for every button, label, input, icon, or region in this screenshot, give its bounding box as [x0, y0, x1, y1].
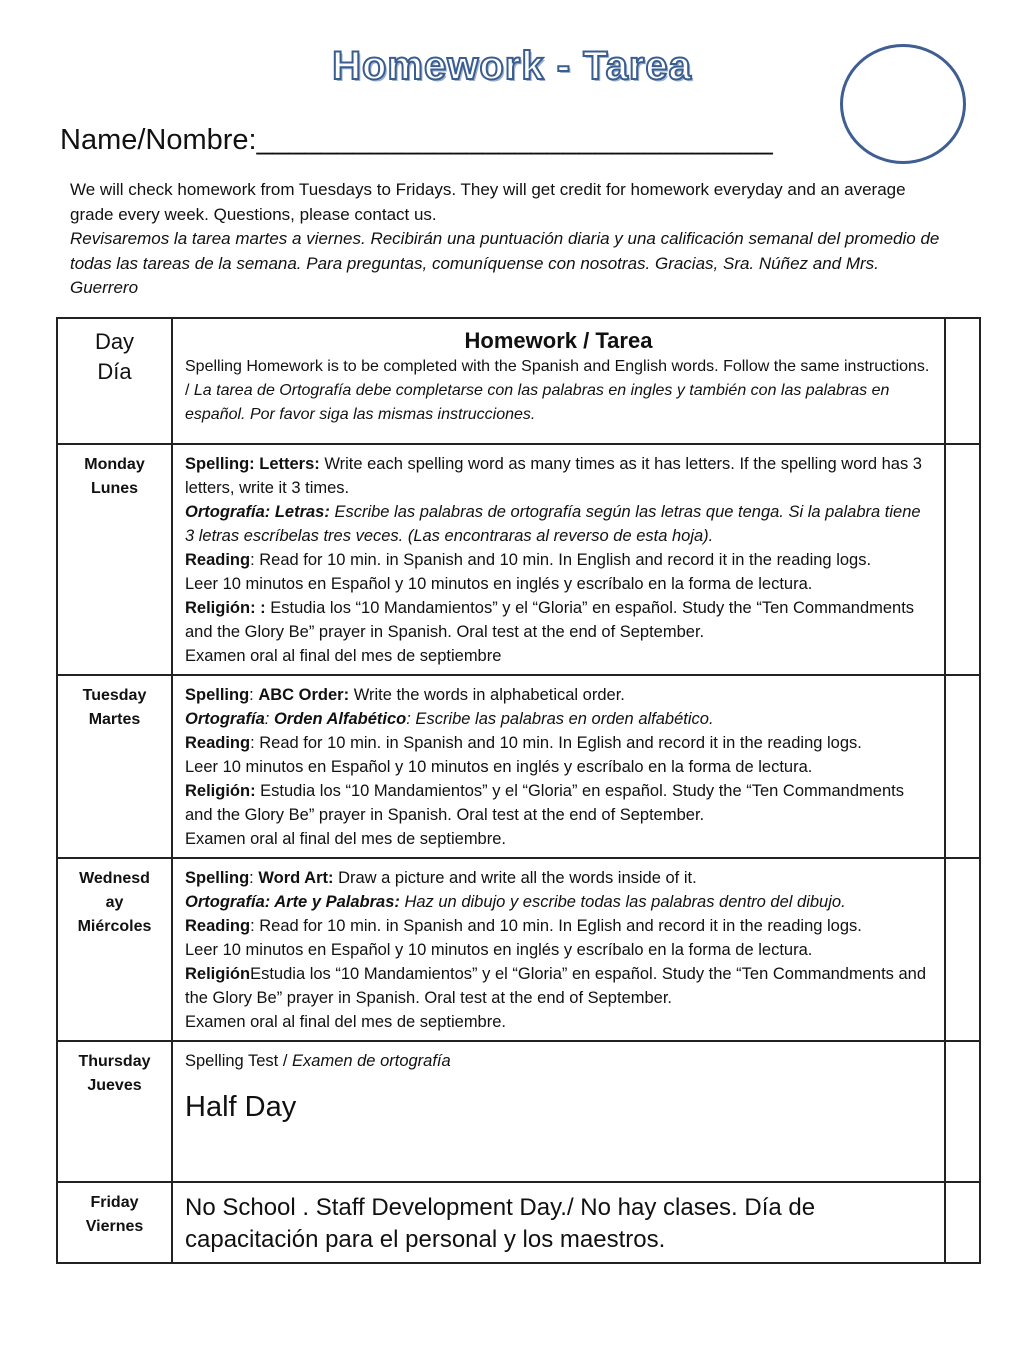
spelling-label: Spelling: [185, 686, 250, 704]
day-en: Friday: [90, 1194, 139, 1211]
day-es: Jueves: [87, 1077, 142, 1094]
grade-circle: [840, 44, 966, 164]
day-en-part2: ay: [105, 894, 124, 911]
spelling-sublabel: Word Art:: [258, 869, 334, 887]
check-cell[interactable]: [945, 444, 980, 675]
religion-line: [185, 962, 932, 1010]
check-cell[interactable]: [945, 675, 980, 858]
check-cell[interactable]: [945, 318, 980, 444]
homework-cell-wednesday: [172, 858, 945, 1041]
reading-text: : Read for 10 min. in Spanish and 10 min. In English and record it in the reading logs.: [250, 551, 872, 569]
table-row-friday: [57, 1182, 980, 1263]
leer-line: Leer 10 minutos en Español y 10 minutos en inglés y escríbalo en la forma de lectura.: [185, 575, 813, 593]
test-es: Examen de ortografía: [292, 1052, 451, 1070]
ortografia-text: Haz un dibujo y escribe todas las palabras dentro del dibujo.: [399, 893, 846, 911]
day-cell-thursday: [57, 1041, 172, 1182]
day-cell-wednesday: [57, 858, 172, 1041]
homework-header-title: Homework / Tarea: [464, 328, 653, 353]
spelling-test-line: [185, 1049, 932, 1073]
spelling-sep: :: [249, 686, 259, 704]
day-en-part1: Wednesd: [79, 870, 150, 887]
day-es: Lunes: [90, 480, 139, 497]
religion-label: Religión: :: [185, 599, 266, 617]
day-header-en: Day: [94, 329, 135, 354]
reading-line: [185, 548, 932, 572]
religion-line: [185, 596, 932, 644]
exam-line: Examen oral al final del mes de septiembre.: [185, 1013, 506, 1031]
ortografia-line: [185, 707, 932, 731]
homework-header-cell: [172, 318, 945, 444]
spelling-text: Write each spelling word as many times as it has letters. If the spelling word has 3 letters, write it 3 times.: [185, 455, 922, 497]
ortografia-sublabel: Orden Alfabético: [273, 710, 407, 728]
homework-header-note: [185, 355, 932, 427]
ortografia-text: : Escribe las palabras en orden alfabético.: [406, 710, 714, 728]
check-cell[interactable]: [945, 1182, 980, 1263]
spelling-line: [185, 683, 932, 707]
intro-english: We will check homework from Tuesdays to Fridays. They will get credit for homework everyday and an average grade every week. Questions, please contact us.: [70, 180, 906, 224]
homework-cell-tuesday: [172, 675, 945, 858]
day-es: Martes: [88, 711, 141, 728]
reading-line: [185, 731, 932, 755]
ortografia-label: Ortografía: Arte y Palabras:: [185, 893, 400, 911]
table-header-row: [57, 318, 980, 444]
day-header-cell: [57, 318, 172, 444]
reading-line: [185, 914, 932, 938]
page-title: Homework - Tarea: [332, 44, 692, 88]
ortografia-label: Ortografía: Letras:: [185, 503, 330, 521]
spelling-sep: :: [249, 869, 259, 887]
leer-line: Leer 10 minutos en Español y 10 minutos en inglés y escríbalo en la forma de lectura.: [185, 941, 813, 959]
leer-line: Leer 10 minutos en Español y 10 minutos en inglés y escríbalo en la forma de lectura.: [185, 758, 813, 776]
spelling-text: Write the words in alphabetical order.: [349, 686, 625, 704]
day-es: Miércoles: [77, 918, 152, 935]
homework-cell-friday: [172, 1182, 945, 1263]
intro-text: [70, 178, 950, 301]
ortografia-label: Ortografía: [185, 710, 265, 728]
half-day-text: Half Day: [185, 1091, 297, 1123]
intro-spanish: Revisaremos la tarea martes a viernes. Recibirán una puntuación diaria y una calificación semanal del promedio de todas las tareas de la semana. Para preguntas, comuníquense con nosotras. Gracias, Sra. Núñez and Mrs. Guerrero: [70, 229, 940, 297]
no-school-text: No School . Staff Development Day./ No hay clases. Día de capacitación para el personal y los maestros.: [185, 1194, 816, 1253]
table-row-thursday: [57, 1041, 980, 1182]
ortografia-sep: :: [264, 710, 274, 728]
reading-label: Reading: [185, 551, 251, 569]
day-cell-friday: [57, 1182, 172, 1263]
ortografia-line: [185, 890, 932, 914]
religion-label: Religión:: [185, 782, 256, 800]
reading-text: : Read for 10 min. in Spanish and 10 min. In Eglish and record it in the reading logs.: [250, 917, 862, 935]
day-en: Monday: [84, 456, 145, 473]
day-es: Viernes: [85, 1218, 144, 1235]
spelling-label: Spelling: [185, 869, 250, 887]
spelling-label: Spelling: Letters:: [185, 455, 320, 473]
exam-line: Examen oral al final del mes de septiembre: [185, 647, 502, 665]
religion-label: Religión: [185, 965, 251, 983]
religion-text: Estudia los “10 Mandamientos” y el “Gloria” en español. Study the “Ten Commandments and the Glory Be” prayer in Spanish. Oral test at the end of September.: [185, 599, 915, 641]
religion-text: Estudia los “10 Mandamientos” y el “Gloria” en español. Study the “Ten Commandments and the Glory Be” prayer in Spanish. Oral test at the end of September.: [185, 782, 904, 824]
test-en: Spelling Test /: [185, 1052, 293, 1070]
spelling-line: [185, 452, 932, 500]
name-field-label: Name/Nombre:________________________________: [60, 124, 773, 156]
spelling-text: Draw a picture and write all the words inside of it.: [333, 869, 697, 887]
religion-line: [185, 779, 932, 827]
day-header-es: Día: [97, 359, 132, 384]
reading-label: Reading: [185, 734, 251, 752]
homework-cell-monday: [172, 444, 945, 675]
homework-cell-thursday: [172, 1041, 945, 1182]
day-en: Thursday: [78, 1053, 151, 1070]
check-cell[interactable]: [945, 858, 980, 1041]
spelling-line: [185, 866, 932, 890]
day-en: Tuesday: [82, 687, 147, 704]
reading-label: Reading: [185, 917, 251, 935]
note-es: La tarea de Ortografía debe completarse con las palabras en ingles y también con las palabras en español. Por favor siga las mismas instrucciones.: [185, 382, 890, 423]
day-cell-tuesday: [57, 675, 172, 858]
table-row-monday: [57, 444, 980, 675]
spelling-sublabel: ABC Order:: [258, 686, 350, 704]
exam-line: Examen oral al final del mes de septiembre.: [185, 830, 506, 848]
reading-text: : Read for 10 min. in Spanish and 10 min. In Eglish and record it in the reading logs.: [250, 734, 862, 752]
homework-table: [56, 317, 981, 1264]
day-cell-monday: [57, 444, 172, 675]
table-row-tuesday: [57, 675, 980, 858]
ortografia-line: [185, 500, 932, 548]
ortografia-text: Escribe las palabras de ortografía según las letras que tenga. Si la palabra tiene 3 letras escríbelas tres veces. (Las encontraras al reverso de esta hoja).: [185, 503, 921, 545]
table-row-wednesday: [57, 858, 980, 1041]
check-cell[interactable]: [945, 1041, 980, 1182]
note-en: Spelling Homework is to be completed with the Spanish and English words. Follow the same instructions. /: [185, 358, 930, 399]
religion-text: Estudia los “10 Mandamientos” y el “Gloria” en español. Study the “Ten Commandments and the Glory Be” prayer in Spanish. Oral test at the end of September.: [185, 965, 927, 1007]
